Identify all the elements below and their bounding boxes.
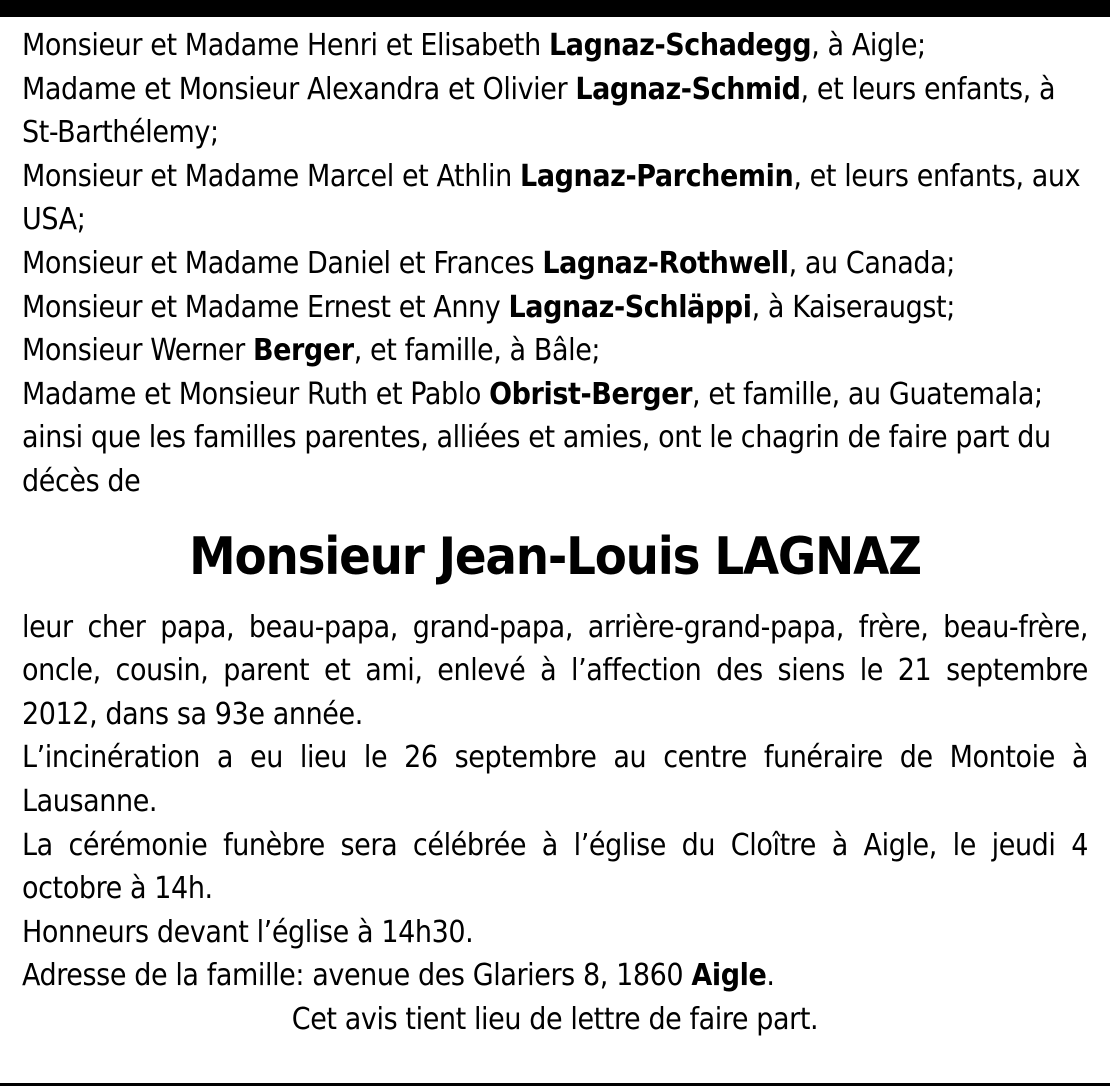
family-name: Lagnaz-Schmid [575,71,801,107]
announcer-location: , à Kaiseraugst; [751,289,955,325]
family-name: Lagnaz-Parchemin [520,158,794,194]
announcer-line [22,242,1088,286]
bottom-border-rule [0,1083,1110,1086]
announcer-text: Monsieur et Madame Daniel et Frances [22,245,543,281]
announcer-text: Monsieur et Madame Ernest et Anny [22,289,509,325]
announcer-line [22,155,1088,242]
cremation-paragraph: L’incinération a eu lieu le 26 septembre au centre funéraire de Montoie à Lausanne. [22,740,1088,819]
announcer-text: Madame et Monsieur Alexandra et Olivier [22,71,576,107]
announcer-location: , et leurs enfants, à St-Barthélemy; [22,71,1056,151]
announcer-text: Monsieur Werner [22,333,253,369]
announcer-text: Monsieur et Madame Henri et Elisabeth [22,28,549,63]
announcer-line [22,373,1088,417]
announcer-location: , et famille, au Guatemala; [692,376,1043,412]
family-name: Lagnaz-Rothwell [542,245,789,281]
announcer-location: , et leurs enfants, aux USA; [22,158,1081,238]
family-name: Berger [252,333,354,369]
closing-line: Cet avis tient lieu de lettre de faire part. [291,1001,819,1037]
announcer-text: Madame et Monsieur Ruth et Pablo [22,376,490,412]
honours-paragraph: Honneurs devant l’église à 14h30. [22,914,474,950]
intro-paragraph: ainsi que les familles parentes, alliées et amies, ont le chagrin de faire part du décès de [22,420,1051,499]
tribute-paragraph: leur cher papa, beau-papa, grand-papa, arrière-grand-papa, frère, beau-frère, oncle, cousin, parent et ami, enlevé à l’affection des siens le 21 septembre 2012, dans sa 93e année. [22,609,1088,732]
announcer-line [22,24,1088,68]
announcer-location: , et famille, à Bâle; [353,333,601,369]
address-suffix: . [766,958,775,994]
announcer-line [22,329,1088,373]
announcer-location: , à Aigle; [811,28,926,63]
obituary-notice [22,24,1088,1041]
announcer-line [22,68,1088,155]
family-name: Obrist-Berger [489,376,693,412]
address-town: Aigle [691,958,767,994]
top-border-bar [0,0,1110,17]
announcer-text: Monsieur et Madame Marcel et Athlin [22,158,521,194]
announcer-line [22,286,1088,330]
announcer-location: , au Canada; [788,245,955,281]
family-address [22,954,1088,998]
ceremony-paragraph: La cérémonie funèbre sera célébrée à l’église du Cloître à Aigle, le jeudi 4 octobre à 14h. [22,827,1088,907]
family-name: Lagnaz-Schläppi [508,289,752,325]
address-text: Adresse de la famille: avenue des Glariers 8, 1860 [22,958,692,994]
announcer-list [22,24,1088,416]
deceased-name-heading: Monsieur Jean-Louis LAGNAZ [189,526,921,587]
family-name: Lagnaz-Schadegg [548,28,812,63]
